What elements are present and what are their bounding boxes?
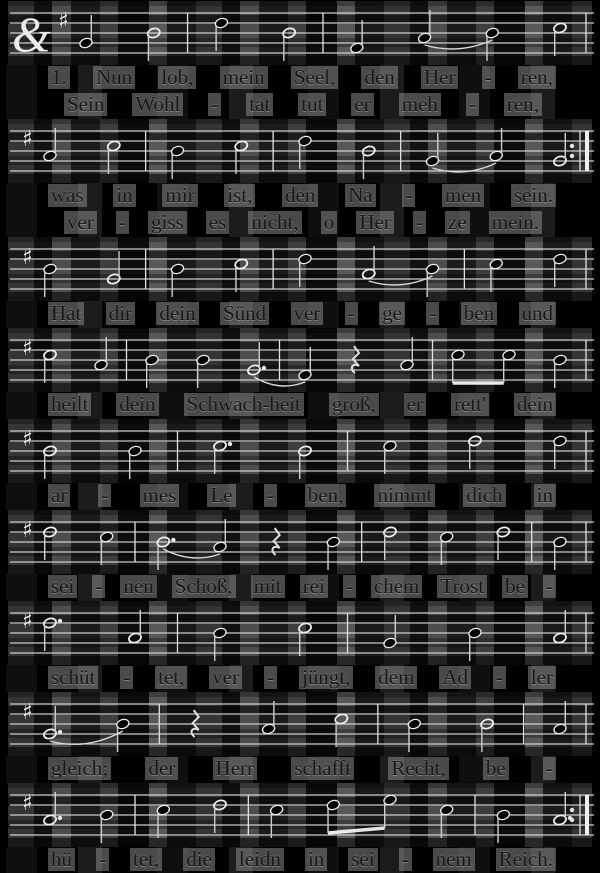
lyric-word: hü (48, 848, 75, 871)
lyric-word: ver (64, 211, 97, 234)
lyric-word: - (413, 211, 426, 234)
lyric-word: Nun (93, 66, 135, 89)
lyric-word: dein (514, 393, 556, 416)
staff-svg-9 (8, 783, 596, 847)
staff-svg-8 (8, 692, 596, 756)
staff-band-1 (8, 1, 592, 65)
repeat-dot (570, 808, 574, 812)
lyric-word: - (426, 302, 439, 325)
lyric-word: dem (375, 666, 417, 689)
lyric-word: tut (298, 93, 326, 116)
repeat-dot (570, 154, 574, 158)
lyric-word: heilt (48, 393, 91, 416)
lyric-word: nicht, (248, 211, 301, 234)
lyric-word: den (361, 66, 397, 89)
lyric-word: Herr (213, 757, 257, 780)
lyric-word: Le (207, 484, 235, 507)
system-8 (6, 692, 594, 783)
lyric-word: nen (120, 575, 156, 598)
staff-band-7 (8, 601, 592, 665)
staff-svg-5 (8, 419, 596, 483)
system-6 (6, 510, 594, 601)
staff-band-2 (8, 119, 592, 183)
staff-band-6 (8, 510, 592, 574)
lyrics-line (6, 92, 594, 119)
staff-band-5 (8, 419, 592, 483)
augmentation-dot (171, 538, 175, 542)
lyric-word: mein. (489, 211, 542, 234)
lyric-word: dein (116, 393, 158, 416)
lyric-word: gleich; (48, 757, 111, 780)
lyric-word: o (321, 211, 338, 234)
lyric-word: in (113, 184, 135, 207)
lyric-word: Hat (48, 302, 84, 325)
beam (328, 828, 385, 833)
lyrics-line (6, 847, 594, 873)
sharp-icon: ♯ (22, 518, 33, 543)
lyric-word: Wohl (132, 93, 183, 116)
staff-band-3 (8, 237, 592, 301)
lyric-word: be (502, 575, 528, 598)
lyric-word: - (208, 93, 221, 116)
lyrics-line (6, 756, 594, 783)
lyric-word: er (351, 93, 373, 116)
augmentation-dot (58, 619, 62, 623)
lyric-word: Her (421, 66, 458, 89)
staff-band-4 (8, 328, 592, 392)
lyric-word: - (264, 666, 277, 689)
slur (369, 276, 433, 285)
lyric-word: den (282, 184, 318, 207)
lyric-word: Schoß, (172, 575, 236, 598)
lyric-word: ver (209, 666, 242, 689)
lyric-word: Reich. (496, 848, 556, 871)
lyric-word: be (483, 757, 509, 780)
lyric-word: ren, (504, 93, 542, 116)
sharp-icon: ♯ (22, 127, 33, 152)
sharp-icon: ♯ (22, 700, 33, 725)
treble-clef-icon: & (12, 6, 51, 62)
lyric-word: Trost (437, 575, 487, 598)
lyric-word: ren, (518, 66, 556, 89)
lyric-word: sei (348, 848, 377, 871)
lyrics-line (6, 392, 594, 419)
lyric-word: und (519, 302, 557, 325)
staff-svg-3 (8, 237, 596, 301)
augmentation-dot (58, 730, 62, 734)
lyrics-line (6, 65, 594, 92)
sharp-icon: ♯ (22, 791, 33, 816)
system-9 (6, 783, 594, 873)
lyric-word: in (534, 484, 556, 507)
sharp-icon: ♯ (58, 9, 69, 34)
lyrics-line (6, 574, 594, 601)
staff-svg-4 (8, 328, 596, 392)
staff-svg-7 (8, 601, 596, 665)
lyric-word: ge (379, 302, 405, 325)
lyric-word: ben, (305, 484, 347, 507)
lyric-word: in (305, 848, 327, 871)
lyric-word: - (96, 848, 109, 871)
lyric-word: tat (246, 93, 273, 116)
lyric-word: mein (220, 66, 268, 89)
lyric-word: - (92, 575, 105, 598)
lyric-word: mes (140, 484, 180, 507)
staff-band-8 (8, 692, 592, 756)
lyric-word: ver (291, 302, 324, 325)
lyric-word: dir (106, 302, 135, 325)
system-3 (6, 237, 594, 328)
system-4 (6, 328, 594, 419)
augmentation-dot (58, 816, 62, 820)
lyric-word: leidn (236, 848, 284, 871)
lyric-word: rett' (451, 393, 489, 416)
staff-band-9 (8, 783, 592, 847)
system-5 (6, 419, 594, 510)
lyric-word: - (98, 484, 111, 507)
lyric-word: Her (356, 211, 393, 234)
lyrics-line (6, 665, 594, 692)
lyric-word: - (264, 484, 277, 507)
repeat-dot (570, 818, 574, 822)
augmentation-dot (262, 366, 266, 370)
lyric-word: tet, (130, 848, 162, 871)
lyric-word: was (48, 184, 87, 207)
lyric-word: mir (162, 184, 197, 207)
lyric-word: schafft (291, 757, 354, 780)
lyric-word: dein (156, 302, 198, 325)
lyric-word: - (466, 93, 479, 116)
lyric-word: - (543, 575, 556, 598)
lyric-word: ist, (224, 184, 255, 207)
lyric-word: chem (371, 575, 422, 598)
lyric-word: mit (251, 575, 285, 598)
lyric-word: sein. (511, 184, 556, 207)
lyric-word: es (206, 211, 230, 234)
lyric-word: - (482, 66, 495, 89)
lyric-word: dich (463, 484, 505, 507)
sharp-icon: ♯ (22, 609, 33, 634)
lyric-word: - (116, 211, 129, 234)
lyric-word: meh (399, 93, 441, 116)
sharp-icon: ♯ (22, 245, 33, 270)
lyric-word: nimmt (374, 484, 435, 507)
lyrics-line (6, 301, 594, 328)
system-2 (6, 119, 594, 237)
lyric-word: Sein (64, 93, 107, 116)
lyric-word: men (442, 184, 484, 207)
lyric-word: groß, (329, 393, 379, 416)
lyric-word: - (345, 302, 358, 325)
lyric-word: er (404, 393, 426, 416)
lyric-word: Sünd (220, 302, 269, 325)
slur (425, 40, 493, 49)
staff-svg-6 (8, 510, 596, 574)
slur (163, 549, 220, 558)
lyrics-line (6, 183, 594, 210)
lyrics-line (6, 483, 594, 510)
lyric-word: - (120, 666, 133, 689)
augmentation-dot (228, 442, 232, 446)
lyric-word: giss (148, 211, 187, 234)
lyric-word: ar (48, 484, 70, 507)
lyric-word: - (343, 575, 356, 598)
lyric-word: 1. (48, 66, 70, 89)
lyric-word: Na (345, 184, 376, 207)
lyric-word: - (402, 184, 415, 207)
system-7 (6, 601, 594, 692)
lyrics-line (6, 210, 594, 237)
lyric-word: ze (445, 211, 470, 234)
lyric-word: Ad (439, 666, 471, 689)
lyric-word: jüngt, (299, 666, 353, 689)
lyric-word: Schwach-heit (184, 393, 304, 416)
staff-svg-2 (8, 119, 596, 183)
lyric-word: lob, (158, 66, 196, 89)
lyric-word: die (183, 848, 215, 871)
lyric-word: Seel, (291, 66, 338, 89)
staff-svg-1 (8, 1, 596, 65)
repeat-dot (570, 144, 574, 148)
lyric-word: - (493, 666, 506, 689)
lyric-word: rei (300, 575, 328, 598)
lyric-word: der (145, 757, 178, 780)
lyric-word: - (543, 757, 556, 780)
lyric-word: nem (433, 848, 475, 871)
lyric-word: tet, (155, 666, 187, 689)
lyric-word: schüt (48, 666, 98, 689)
system-1 (6, 1, 594, 119)
lyric-word: sei (48, 575, 77, 598)
sharp-icon: ♯ (22, 427, 33, 452)
lyric-word: ler (528, 666, 556, 689)
lyric-word: Recht, (388, 757, 448, 780)
lyric-word: - (399, 848, 412, 871)
sharp-icon: ♯ (22, 336, 33, 361)
lyric-word: ben (461, 302, 497, 325)
